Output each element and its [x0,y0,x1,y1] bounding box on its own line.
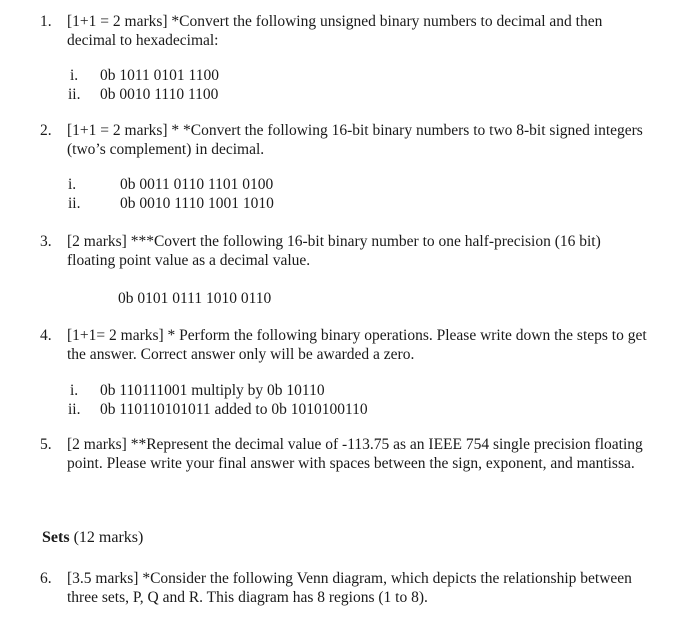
question-text: [1+1 = 2 marks] * *Convert the following 16-bit binary numbers to two 8-bit signed integers (two’s complement) in decimal. [67,122,643,158]
question-number: 5. [40,436,52,453]
item-roman: ii. [68,195,81,212]
item-roman: i. [68,176,77,193]
section-title: Sets [42,529,70,546]
item-roman: ii. [68,86,81,103]
question-number: 2. [40,122,52,139]
item-value: 0b 0011 0110 1101 0100 [120,176,274,193]
item-value: 0b 0010 1110 1001 1010 [120,195,274,212]
question-text: [2 marks] **Represent the decimal value of -113.75 as an IEEE 754 single precision floating point. Please write your final answer with spaces between the sign, exponent, and mantissa. [67,436,643,472]
item-roman: ii. [68,401,81,418]
question-number: 6. [40,570,52,587]
item-roman: i. [70,67,79,84]
item-value: 0b 110110101011 added to 0b 1010100110 [100,401,368,418]
section-marks: (12 marks) [73,529,144,546]
question-text: [3.5 marks] *Consider the following Venn diagram, which depicts the relationship between three sets, P, Q and R. This diagram has 8 regions (1 to 8). [67,570,632,606]
item-value: 0b 1011 0101 1100 [100,67,219,84]
question-text: [1+1= 2 marks] * Perform the following binary operations. Please write down the steps to get the answer. Correct answer only will be awarded a zero. [67,327,647,363]
item-value: 0b 0010 1110 1100 [100,86,219,103]
item-value: 0b 110111001 multiply by 0b 10110 [100,382,325,399]
question-text: [2 marks] ***Covert the following 16-bit binary number to one half-precision (16 bit) floating point value as a decimal value. [67,233,601,269]
question-number: 1. [40,13,52,30]
question-number: 4. [40,327,52,344]
question-text: [1+1 = 2 marks] *Convert the following unsigned binary numbers to decimal and then decimal to hexadecimal: [67,13,603,49]
item-value: 0b 0101 0111 1010 0110 [118,290,272,307]
section-heading [42,529,143,547]
question-number: 3. [40,233,52,250]
item-roman: i. [70,382,79,399]
